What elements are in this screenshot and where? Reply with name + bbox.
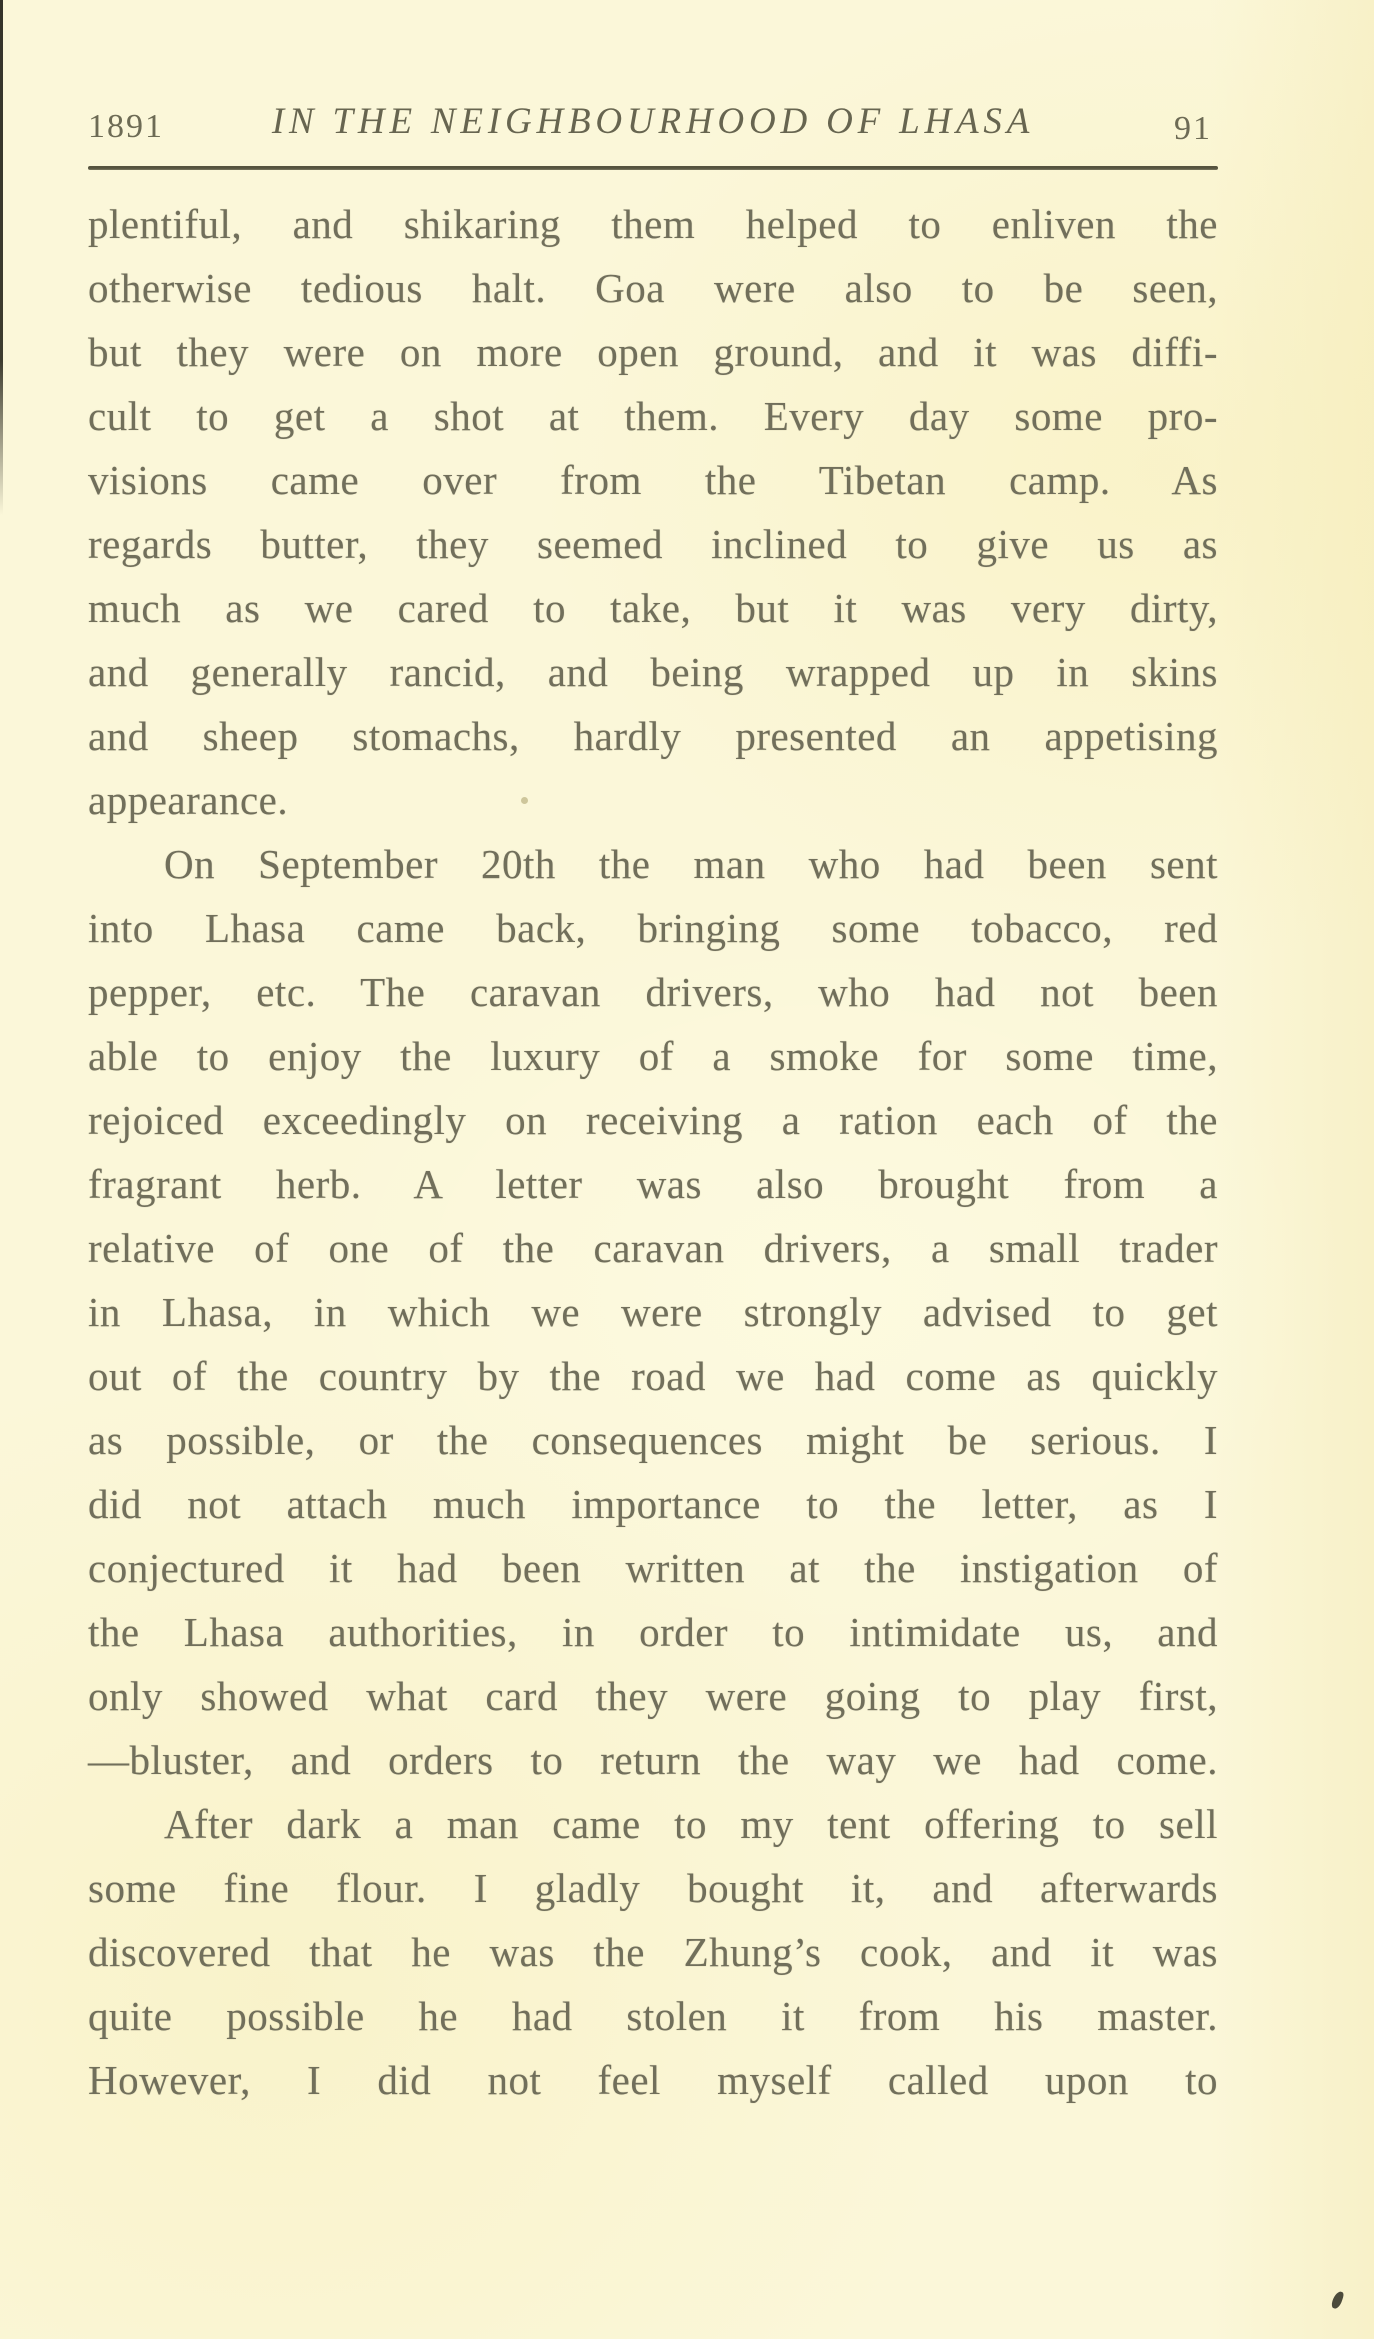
paragraph — [88, 192, 1218, 832]
running-title: IN THE NEIGHBOURHOOD OF LHASA — [271, 101, 1035, 142]
running-head — [88, 96, 1218, 148]
text-line: pepper, etc. The caravan drivers, who had not been — [88, 969, 1218, 1015]
text-line: visions came over from the Tibetan camp. As — [88, 457, 1218, 503]
header-rule — [88, 166, 1218, 170]
text-line: did not attach much importance to the letter, as I — [88, 1481, 1218, 1527]
text-line: able to enjoy the luxury of a smoke for some time, — [88, 1033, 1218, 1079]
text-line: fragrant herb. A letter was also brought from a — [88, 1161, 1218, 1207]
text-line: appearance. — [88, 777, 289, 823]
text-line: in Lhasa, in which we were strongly advised to get — [88, 1289, 1218, 1335]
text-line: However, I did not feel myself called upon to — [88, 2057, 1218, 2103]
text-line: After dark a man came to my tent offering to sell — [164, 1801, 1218, 1847]
text-line: and sheep stomachs, hardly presented an appetising — [88, 713, 1218, 759]
text-line: relative of one of the caravan drivers, a small trader — [88, 1225, 1218, 1271]
text-line: discovered that he was the Zhung’s cook, and it was — [88, 1929, 1218, 1975]
header-year: 1891 — [88, 108, 164, 145]
paragraph — [88, 832, 1218, 1792]
text-line: quite possible he had stolen it from his master. — [88, 1993, 1218, 2039]
text-line: only showed what card they were going to play first, — [88, 1673, 1218, 1719]
paragraph — [88, 1792, 1218, 2112]
page-edge-shadow — [0, 0, 3, 515]
text-line: into Lhasa came back, bringing some tobacco, red — [88, 905, 1218, 951]
page-number: 91 — [1174, 110, 1212, 147]
text-line: out of the country by the road we had come as quickly — [88, 1353, 1218, 1399]
ink-speck — [1330, 2290, 1344, 2310]
text-line: the Lhasa authorities, in order to intimidate us, and — [88, 1609, 1218, 1655]
body-text — [88, 192, 1218, 2112]
text-line: conjectured it had been written at the instigation of — [88, 1545, 1218, 1591]
text-line: On September 20th the man who had been sent — [164, 841, 1218, 887]
paper-blemish — [521, 797, 528, 804]
text-line: regards butter, they seemed inclined to give us as — [88, 521, 1218, 567]
text-line: much as we cared to take, but it was very dirty, — [88, 585, 1218, 631]
text-line: some fine flour. I gladly bought it, and afterwards — [88, 1865, 1218, 1911]
text-line: as possible, or the consequences might be serious. I — [88, 1417, 1218, 1463]
text-line: —bluster, and orders to return the way we had come. — [88, 1737, 1218, 1783]
text-line: but they were on more open ground, and it was diffi- — [88, 329, 1218, 375]
text-line: otherwise tedious halt. Goa were also to be seen, — [88, 265, 1218, 311]
text-line: and generally rancid, and being wrapped up in skins — [88, 649, 1218, 695]
text-line: plentiful, and shikaring them helped to enliven the — [88, 201, 1218, 247]
text-line: cult to get a shot at them. Every day some pro- — [88, 393, 1218, 439]
text-line: rejoiced exceedingly on receiving a ration each of the — [88, 1097, 1218, 1143]
